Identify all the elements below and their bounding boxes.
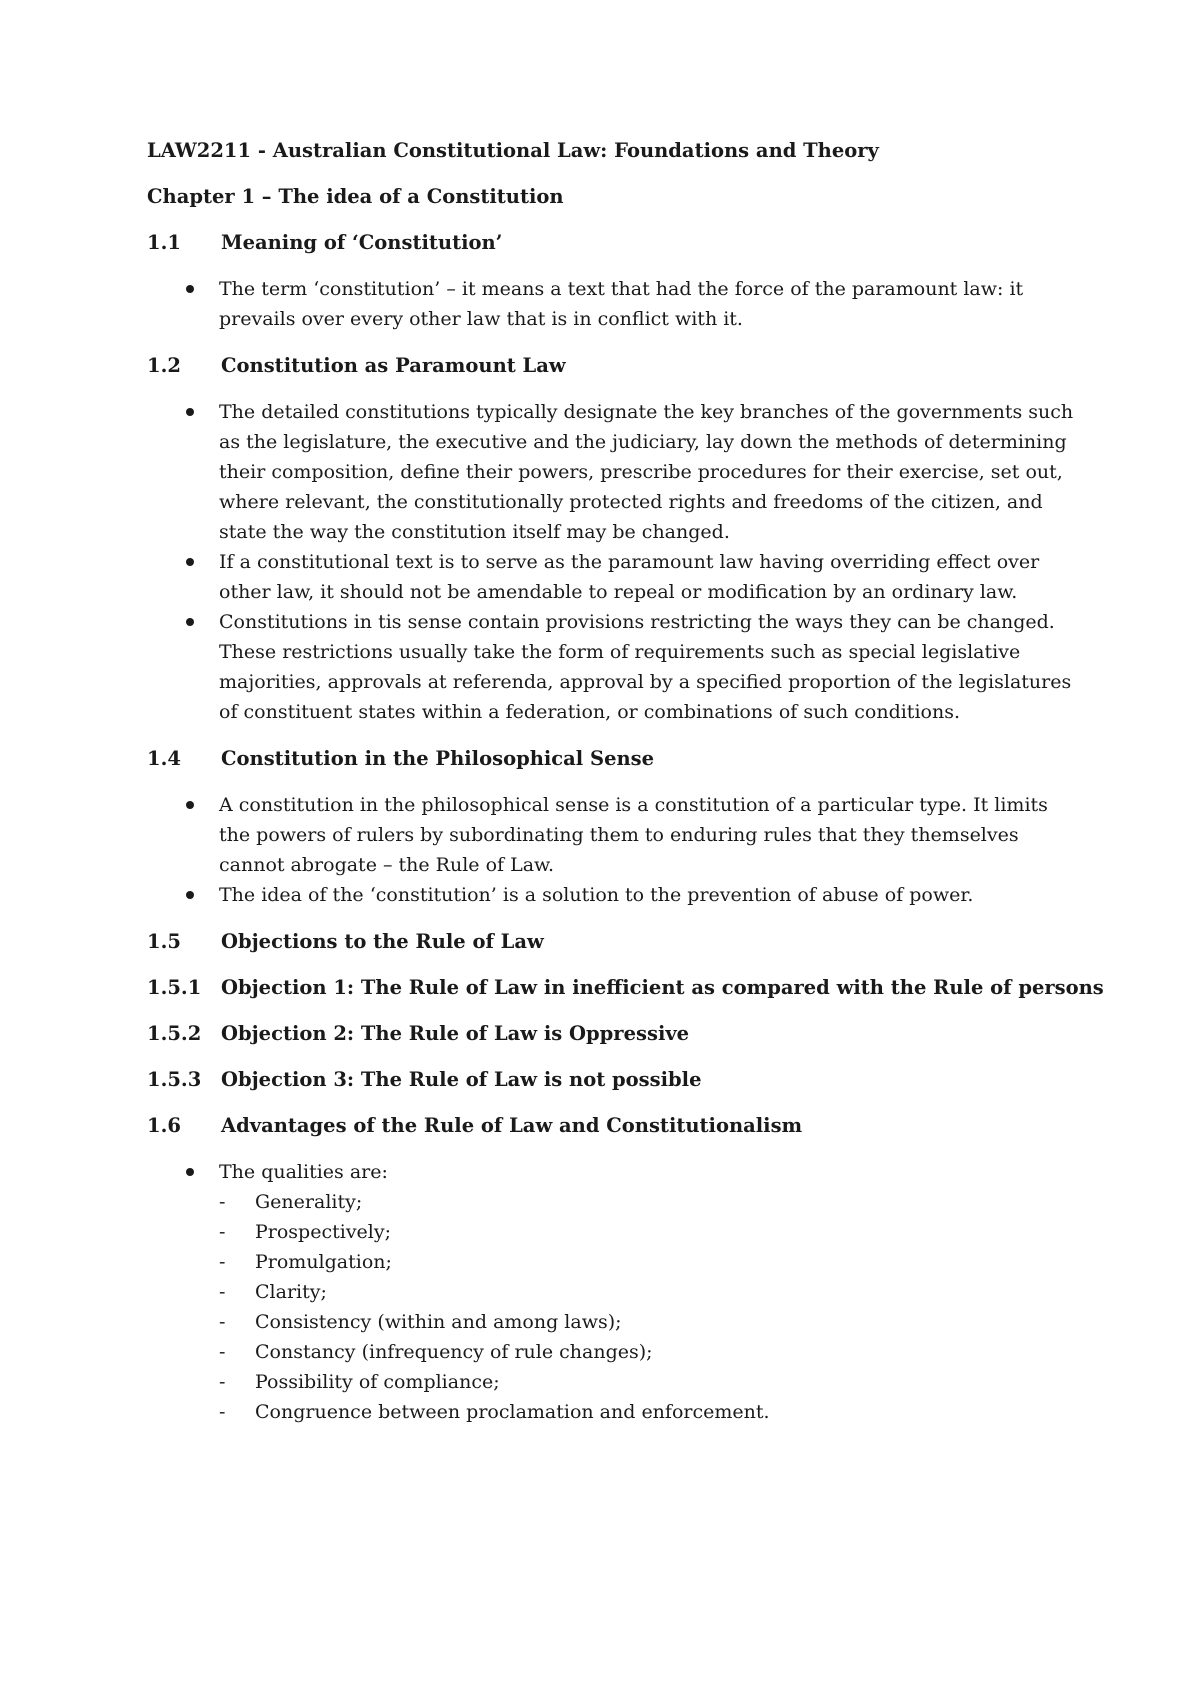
section-heading-1-4 (147, 746, 1077, 772)
list-item-text: Congruence between proclamation and enforcement. (255, 1401, 770, 1423)
section-number: 1.5.1 (147, 976, 202, 999)
section-number: 1.5 (147, 930, 181, 953)
section-number: 1.2 (147, 354, 181, 377)
list-item (219, 1217, 1077, 1247)
qualities-list (219, 1187, 1077, 1427)
section-number: 1.4 (147, 747, 181, 770)
document-body (147, 138, 1104, 1446)
list-item (219, 1367, 1077, 1397)
bullet-item (147, 790, 1077, 880)
dash-marker: - (219, 1371, 226, 1393)
list-item (219, 1307, 1077, 1337)
list-item (219, 1277, 1077, 1307)
section-number: 1.6 (147, 1114, 181, 1137)
bullet-text: Constitutions in tis sense contain provisions restricting the ways they can be changed. These restrictions usually take the form of requirements such as special legislative majorities, approvals at referenda, approval by a specified proportion of the legislatures of constituent states within a federation, or combinations of such conditions. (219, 611, 1072, 723)
list-item (219, 1187, 1077, 1217)
dash-marker: - (219, 1191, 226, 1213)
bullet-dot-icon (186, 801, 194, 809)
list-item (219, 1247, 1077, 1277)
section-heading-1-5-2 (147, 1021, 1077, 1047)
section-title: Constitution in the Philosophical Sense (221, 747, 655, 770)
bullet-text: If a constitutional text is to serve as the paramount law having overriding effect over other law, it should not be amendable to repeal or modification by an ordinary law. (219, 551, 1040, 603)
section-title: Objection 3: The Rule of Law is not possible (221, 1068, 702, 1091)
list-item-text: Consistency (within and among laws); (255, 1311, 622, 1333)
dash-marker: - (219, 1221, 226, 1243)
section-title: Advantages of the Rule of Law and Constitutionalism (221, 1114, 803, 1137)
bullet-item (147, 1157, 1077, 1427)
bullet-text: A constitution in the philosophical sense is a constitution of a particular type. It limits the powers of rulers by subordinating them to enduring rules that they themselves cannot abrogate – the Rule of Law. (219, 794, 1048, 876)
section-heading-1-5 (147, 929, 1077, 955)
bullet-dot-icon (186, 285, 194, 293)
section-number: 1.5.2 (147, 1022, 202, 1045)
bullet-dot-icon (186, 891, 194, 899)
bullet-item (147, 397, 1077, 547)
list-item-text: Prospectively; (255, 1221, 392, 1243)
chapter-heading: Chapter 1 – The idea of a Constitution (147, 185, 564, 208)
bullet-list (147, 397, 1077, 727)
bullet-list (147, 1157, 1077, 1427)
bullet-text: The idea of the ‘constitution’ is a solution to the prevention of abuse of power. (219, 884, 974, 906)
bullet-item (147, 274, 1077, 334)
bullet-text: The qualities are: (219, 1161, 388, 1183)
bullet-item (147, 607, 1077, 727)
dash-marker: - (219, 1251, 226, 1273)
dash-marker: - (219, 1281, 226, 1303)
section-number: 1.5.3 (147, 1068, 202, 1091)
bullet-item (147, 880, 1077, 910)
section-heading-1-2 (147, 353, 1077, 379)
section-title: Objection 2: The Rule of Law is Oppressive (221, 1022, 690, 1045)
section-heading-1-1 (147, 230, 1077, 256)
section-heading-1-6 (147, 1113, 1077, 1139)
bullet-list (147, 274, 1077, 334)
section-title: Constitution as Paramount Law (221, 354, 566, 377)
section-title: Meaning of ‘Constitution’ (221, 231, 503, 254)
list-item-text: Promulgation; (255, 1251, 392, 1273)
bullet-dot-icon (186, 1168, 194, 1176)
section-heading-1-5-3 (147, 1067, 1077, 1093)
bullet-dot-icon (186, 618, 194, 626)
bullet-text: The term ‘constitution’ – it means a text that had the force of the paramount law: it prevails over every other law that is in conflict with it. (219, 278, 1024, 330)
bullet-list (147, 790, 1077, 910)
list-item-text: Possibility of compliance; (255, 1371, 500, 1393)
dash-marker: - (219, 1401, 226, 1423)
dash-marker: - (219, 1341, 226, 1363)
bullet-dot-icon (186, 408, 194, 416)
section-heading-1-5-1 (147, 975, 1104, 1001)
list-item-text: Generality; (255, 1191, 363, 1213)
bullet-text: The detailed constitutions typically designate the key branches of the governments such as the legislature, the executive and the judiciary, lay down the methods of determining their composition, define their powers, prescribe procedures for their exercise, set out, where relevant, the constitutionally protected rights and freedoms of the citizen, and state the way the constitution itself may be changed. (219, 401, 1074, 543)
list-item (219, 1397, 1077, 1427)
section-number: 1.1 (147, 231, 181, 254)
bullet-dot-icon (186, 558, 194, 566)
list-item-text: Constancy (infrequency of rule changes); (255, 1341, 653, 1363)
document-title: LAW2211 - Australian Constitutional Law: Foundations and Theory (147, 139, 879, 162)
bullet-item (147, 547, 1077, 607)
list-item (219, 1337, 1077, 1367)
section-title: Objections to the Rule of Law (221, 930, 544, 953)
list-item-text: Clarity; (255, 1281, 327, 1303)
section-title: Objection 1: The Rule of Law in inefficient as compared with the Rule of persons (221, 976, 1104, 999)
dash-marker: - (219, 1311, 226, 1333)
